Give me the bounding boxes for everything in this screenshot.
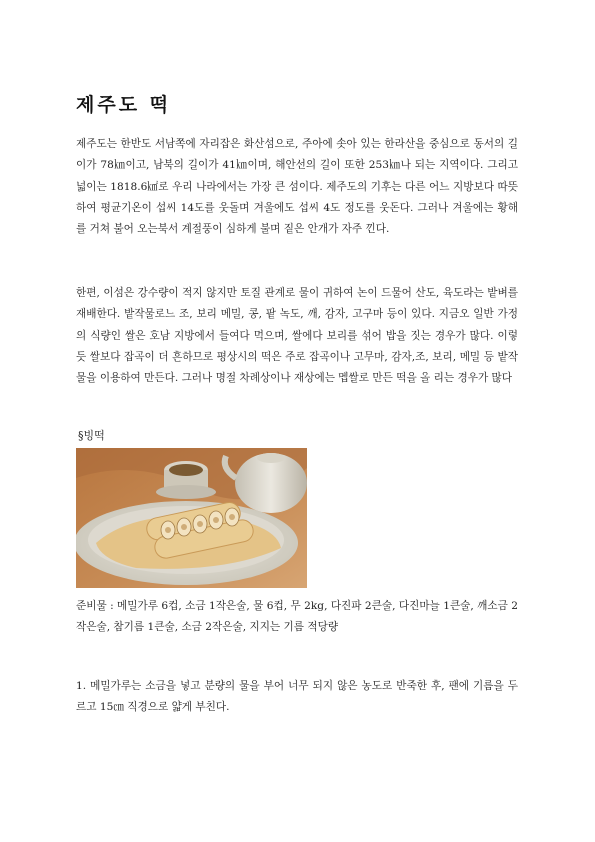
ingredients-list: 준비물 : 메밀가루 6컵, 소금 1작은술, 물 6컵, 무 2kg, 다진파 2큰술, 다진마늘 1큰술, 깨소금 2작은술, 참기름 1큰술, 소금 2작은술, 지지는 기름 적당량 (76, 600, 518, 634)
section-heading: §빙떡 (78, 429, 105, 442)
step-1: 1. 메밀가루는 소금을 넣고 분량의 물을 부어 너무 되지 않은 농도로 반죽한 후, 팬에 기름을 두르고 15㎝ 직경으로 얇게 부친다. (76, 680, 518, 714)
agriculture-paragraph: 한편, 이섬은 강수량이 적지 않지만 토질 관계로 물이 귀하여 논이 드물어 산도, 육도라는 밭벼를 재배한다. 밭작물로느 조, 보리 메밀, 콩, 팥 녹도, 깨, 감자, 고구마 등이 있다. 지금오 일반 가정의 식량인 쌀은 호남 지방에서 들여다 먹으며, 쌀에다 보리를 섞어 밥을 짓는 경우가 많다. 이렇듯 쌀보다 잡곡이 더 흔하므로 평상시의 떡은 주로 잡곡이나 고무마, 감자,조, 보리, 메밀 등 밭작물을 이용하여 만든다. 그러나 명절 차례상이나 재상에는 멥쌀로 만든 떡을 올 리는 경우가 많다 (76, 287, 518, 385)
bingtteok-photo (76, 448, 307, 588)
intro-paragraph: 제주도는 한반도 서남쪽에 자리잡은 화산섬으로, 주아에 솟아 있는 한라산을 중심으로 동서의 길이가 78㎞이고, 남북의 길이가 41㎞이며, 해안선의 길이 또한 253㎞나 되는 지역이다. 그리고 넓이는 1818.6㎢로 우리 나라에서는 가장 큰 섬이다. 제주도의 기후는 다른 어느 지방보다 따뜻하여 평균기온이 섭씨 14도를 웃돌며 겨울에도 섭씨 4도 정도를 웃돈다. 그러나 겨울에는 황해를 거쳐 불어 오는북서 계절풍이 심하게 불며 짙은 안개가 자주 낀다. (76, 138, 518, 236)
page-title: 제주도 떡 (76, 94, 172, 116)
